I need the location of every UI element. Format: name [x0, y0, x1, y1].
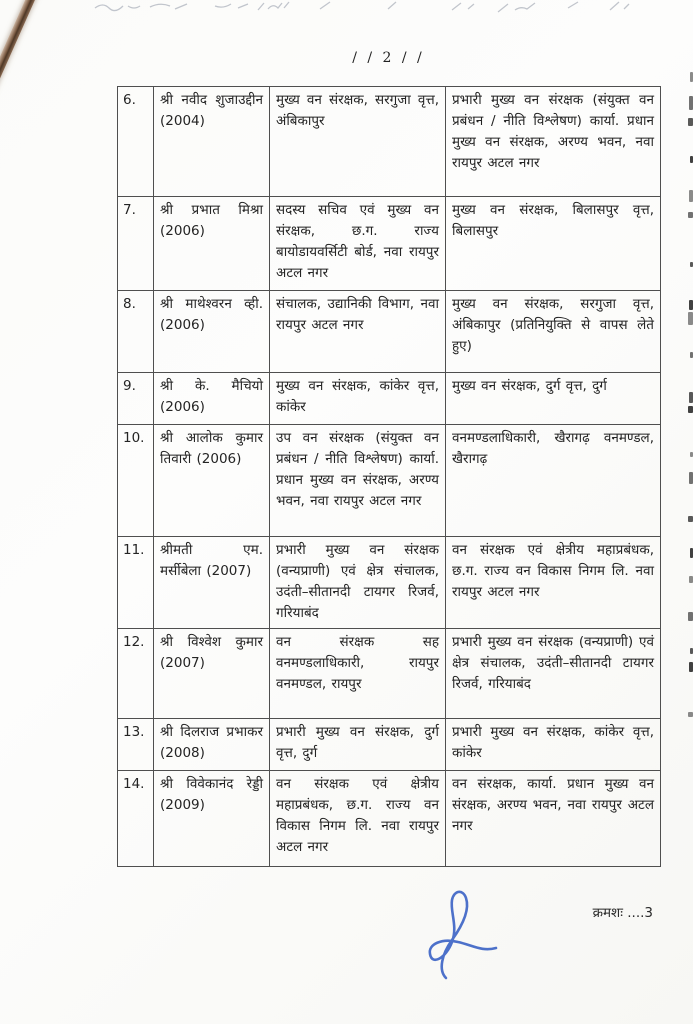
- officer-name-cell: श्री प्रभात मिश्रा (2006): [154, 197, 270, 291]
- new-posting-cell: प्रभारी मुख्य वन संरक्षक, कांकेर वृत्त, कांकेर: [446, 719, 661, 771]
- current-posting-cell: प्रभारी मुख्य वन संरक्षक (वन्यप्राणी) एवं क्षेत्र संचालक, उदंती–सीतानदी टायगर रिजर्व, गरियाबंद: [270, 537, 446, 629]
- current-posting-cell: वन संरक्षक सह वनमण्डलाधिकारी, रायपुर वनमण्डल, रायपुर: [270, 629, 446, 719]
- table-row: [118, 291, 661, 373]
- officer-name-cell: श्री आलोक कुमार तिवारी (2006): [154, 425, 270, 537]
- serial-number-cell: 12.: [118, 629, 154, 719]
- new-posting-cell: मुख्य वन संरक्षक, सरगुजा वृत्त, अंबिकापुर (प्रतिनियुक्ति से वापस लेते हुए): [446, 291, 661, 373]
- officer-transfer-table: [117, 86, 661, 867]
- table-row: [118, 425, 661, 537]
- officer-name-cell: श्री विवेकानंद रेड्डी (2009): [154, 771, 270, 867]
- serial-number-cell: 10.: [118, 425, 154, 537]
- table-row: [118, 629, 661, 719]
- officer-name-cell: श्री नवीद शुजाउद्दीन (2004): [154, 87, 270, 197]
- current-posting-cell: वन संरक्षक एवं क्षेत्रीय महाप्रबंधक, छ.ग. राज्य वन विकास निगम लि. नवा रायपुर अटल नगर: [270, 771, 446, 867]
- current-posting-cell: उप वन संरक्षक (संयुक्त वन प्रबंधन / नीति विश्लेषण) कार्या. प्रधान मुख्य वन संरक्षक, अरण्य भवन, नवा रायपुर अटल नगर: [270, 425, 446, 537]
- current-posting-cell: प्रभारी मुख्य वन संरक्षक, दुर्ग वृत्त, दुर्ग: [270, 719, 446, 771]
- table-row: [118, 537, 661, 629]
- table-row: [118, 719, 661, 771]
- new-posting-cell: वन संरक्षक एवं क्षेत्रीय महाप्रबंधक, छ.ग. राज्य वन विकास निगम लि. नवा रायपुर अटल नगर: [446, 537, 661, 629]
- signature-ink: [408, 882, 528, 992]
- current-posting-cell: सदस्य सचिव एवं मुख्य वन संरक्षक, छ.ग. राज्य बायोडायवर्सिटी बोर्ड, नवा रायपुर अटल नगर: [270, 197, 446, 291]
- officer-name-cell: श्री दिलराज प्रभाकर (2008): [154, 719, 270, 771]
- current-posting-cell: मुख्य वन संरक्षक, कांकेर वृत्त, कांकेर: [270, 373, 446, 425]
- table-row: [118, 197, 661, 291]
- officer-name-cell: श्री माथेश्वरन व्ही. (2006): [154, 291, 270, 373]
- top-scribble-marks: [0, 0, 693, 34]
- serial-number-cell: 8.: [118, 291, 154, 373]
- officer-table-body: [118, 87, 661, 867]
- new-posting-cell: वन संरक्षक, कार्या. प्रधान मुख्य वन संरक्षक, अरण्य भवन, नवा रायपुर अटल नगर: [446, 771, 661, 867]
- table-row: [118, 373, 661, 425]
- new-posting-cell: वनमण्डलाधिकारी, खैरागढ़ वनमण्डल, खैरागढ़: [446, 425, 661, 537]
- edge-bleed-marks: [685, 0, 693, 1024]
- officer-name-cell: श्री के. मैचियो (2006): [154, 373, 270, 425]
- serial-number-cell: 6.: [118, 87, 154, 197]
- new-posting-cell: मुख्य वन संरक्षक, बिलासपुर वृत्त, बिलासपुर: [446, 197, 661, 291]
- serial-number-cell: 11.: [118, 537, 154, 629]
- table-row: [118, 87, 661, 197]
- serial-number-cell: 14.: [118, 771, 154, 867]
- officer-name-cell: श्री विश्वेश कुमार (2007): [154, 629, 270, 719]
- current-posting-cell: संचालक, उद्यानिकी विभाग, नवा रायपुर अटल नगर: [270, 291, 446, 373]
- new-posting-cell: मुख्य वन संरक्षक, दुर्ग वृत्त, दुर्ग: [446, 373, 661, 425]
- officer-name-cell: श्रीमती एम. मर्सीबेला (2007): [154, 537, 270, 629]
- new-posting-cell: प्रभारी मुख्य वन संरक्षक (वन्यप्राणी) एवं क्षेत्र संचालक, उदंती–सीतानदी टायगर रिजर्व, गरियाबंद: [446, 629, 661, 719]
- new-posting-cell: प्रभारी मुख्य वन संरक्षक (संयुक्त वन प्रबंधन / नीति विश्लेषण) कार्या. प्रधान मुख्य वन संरक्षक, अरण्य भवन, नवा रायपुर अटल नगर: [446, 87, 661, 197]
- serial-number-cell: 7.: [118, 197, 154, 291]
- current-posting-cell: मुख्य वन संरक्षक, सरगुजा वृत्त, अंबिकापुर: [270, 87, 446, 197]
- table-row: [118, 771, 661, 867]
- page-number-header: / / 2 / /: [352, 50, 425, 66]
- continuation-note: क्रमशः ....3: [592, 905, 653, 921]
- serial-number-cell: 13.: [118, 719, 154, 771]
- serial-number-cell: 9.: [118, 373, 154, 425]
